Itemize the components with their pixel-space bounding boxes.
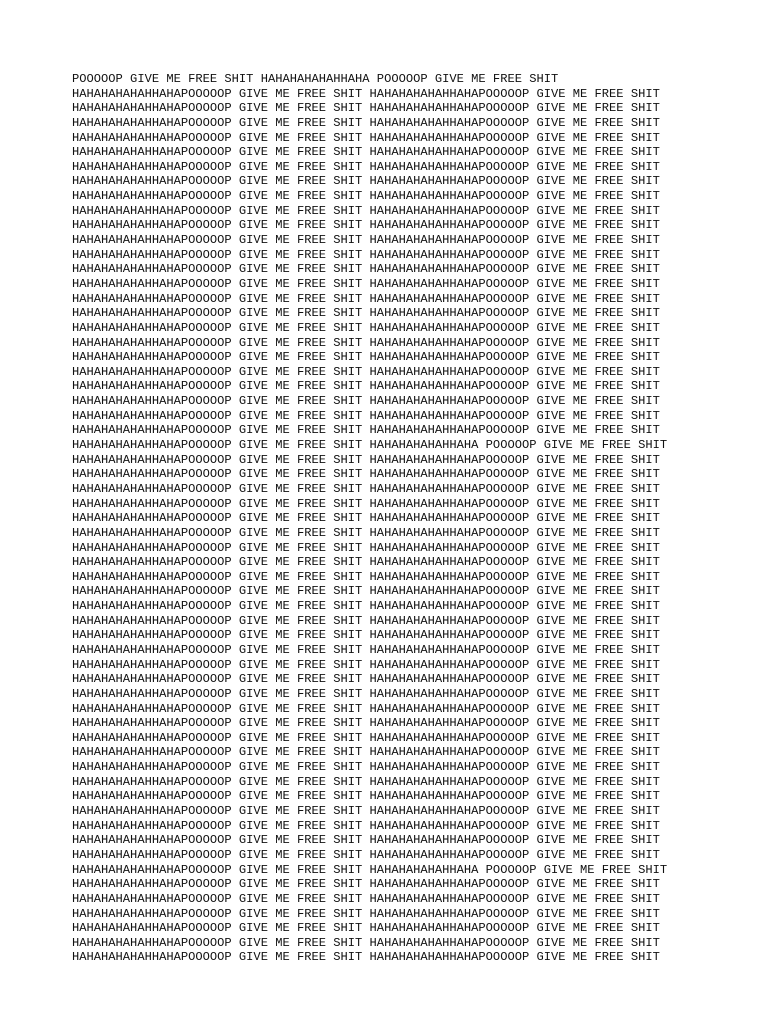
text-line: HAHAHAHAHAHHAHAPOOOOOP GIVE ME FREE SHIT HAHAHAHAHAHHAHAPOOOOOP GIVE ME FREE SHIT (72, 584, 660, 599)
text-line: HAHAHAHAHAHHAHAPOOOOOP GIVE ME FREE SHIT HAHAHAHAHAHHAHA POOOOOP GIVE ME FREE SHIT (72, 862, 668, 877)
text-line: HAHAHAHAHAHHAHAPOOOOOP GIVE ME FREE SHIT HAHAHAHAHAHHAHAPOOOOOP GIVE ME FREE SHIT (72, 847, 660, 862)
text-line: HAHAHAHAHAHHAHAPOOOOOP GIVE ME FREE SHIT HAHAHAHAHAHHAHAPOOOOOP GIVE ME FREE SHIT (72, 174, 660, 189)
text-line: HAHAHAHAHAHHAHAPOOOOOP GIVE ME FREE SHIT HAHAHAHAHAHHAHAPOOOOOP GIVE ME FREE SHIT (72, 467, 660, 482)
text-line: HAHAHAHAHAHHAHAPOOOOOP GIVE ME FREE SHIT HAHAHAHAHAHHAHAPOOOOOP GIVE ME FREE SHIT (72, 335, 660, 350)
text-line: HAHAHAHAHAHHAHAPOOOOOP GIVE ME FREE SHIT HAHAHAHAHAHHAHAPOOOOOP GIVE ME FREE SHIT (72, 540, 660, 555)
text-line: HAHAHAHAHAHHAHAPOOOOOP GIVE ME FREE SHIT HAHAHAHAHAHHAHAPOOOOOP GIVE ME FREE SHIT (72, 496, 660, 511)
text-line: HAHAHAHAHAHHAHAPOOOOOP GIVE ME FREE SHIT HAHAHAHAHAHHAHAPOOOOOP GIVE ME FREE SHIT (72, 672, 660, 687)
text-line: HAHAHAHAHAHHAHAPOOOOOP GIVE ME FREE SHIT HAHAHAHAHAHHAHAPOOOOOP GIVE ME FREE SHIT (72, 628, 660, 643)
text-line: HAHAHAHAHAHHAHAPOOOOOP GIVE ME FREE SHIT HAHAHAHAHAHHAHAPOOOOOP GIVE ME FREE SHIT (72, 145, 660, 160)
text-line: HAHAHAHAHAHHAHAPOOOOOP GIVE ME FREE SHIT HAHAHAHAHAHHAHAPOOOOOP GIVE ME FREE SHIT (72, 921, 660, 936)
text-line: HAHAHAHAHAHHAHAPOOOOOP GIVE ME FREE SHIT HAHAHAHAHAHHAHAPOOOOOP GIVE ME FREE SHIT (72, 935, 660, 950)
text-line: HAHAHAHAHAHHAHAPOOOOOP GIVE ME FREE SHIT HAHAHAHAHAHHAHAPOOOOOP GIVE ME FREE SHIT (72, 276, 660, 291)
text-line: HAHAHAHAHAHHAHAPOOOOOP GIVE ME FREE SHIT HAHAHAHAHAHHAHAPOOOOOP GIVE ME FREE SHIT (72, 804, 660, 819)
text-line: HAHAHAHAHAHHAHAPOOOOOP GIVE ME FREE SHIT HAHAHAHAHAHHAHAPOOOOOP GIVE ME FREE SHIT (72, 569, 660, 584)
text-line: HAHAHAHAHAHHAHAPOOOOOP GIVE ME FREE SHIT HAHAHAHAHAHHAHAPOOOOOP GIVE ME FREE SHIT (72, 320, 660, 335)
text-line: HAHAHAHAHAHHAHAPOOOOOP GIVE ME FREE SHIT HAHAHAHAHAHHAHAPOOOOOP GIVE ME FREE SHIT (72, 686, 660, 701)
text-line: HAHAHAHAHAHHAHAPOOOOOP GIVE ME FREE SHIT HAHAHAHAHAHHAHAPOOOOOP GIVE ME FREE SHIT (72, 950, 660, 965)
text-line: HAHAHAHAHAHHAHAPOOOOOP GIVE ME FREE SHIT HAHAHAHAHAHHAHAPOOOOOP GIVE ME FREE SHIT (72, 203, 660, 218)
text-line: HAHAHAHAHAHHAHAPOOOOOP GIVE ME FREE SHIT HAHAHAHAHAHHAHAPOOOOOP GIVE ME FREE SHIT (72, 262, 660, 277)
text-line: HAHAHAHAHAHHAHAPOOOOOP GIVE ME FREE SHIT HAHAHAHAHAHHAHAPOOOOOP GIVE ME FREE SHIT (72, 760, 660, 775)
text-line: HAHAHAHAHAHHAHAPOOOOOP GIVE ME FREE SHIT HAHAHAHAHAHHAHAPOOOOOP GIVE ME FREE SHIT (72, 247, 660, 262)
text-line: POOOOOP GIVE ME FREE SHIT HAHAHAHAHAHHAHA POOOOOP GIVE ME FREE SHIT (72, 72, 559, 86)
text-line: HAHAHAHAHAHHAHAPOOOOOP GIVE ME FREE SHIT HAHAHAHAHAHHAHAPOOOOOP GIVE ME FREE SHIT (72, 555, 660, 570)
text-line: HAHAHAHAHAHHAHAPOOOOOP GIVE ME FREE SHIT HAHAHAHAHAHHAHAPOOOOOP GIVE ME FREE SHIT (72, 774, 660, 789)
text-line: HAHAHAHAHAHHAHAPOOOOOP GIVE ME FREE SHIT HAHAHAHAHAHHAHAPOOOOOP GIVE ME FREE SHIT (72, 189, 660, 204)
text-line: HAHAHAHAHAHHAHAPOOOOOP GIVE ME FREE SHIT HAHAHAHAHAHHAHAPOOOOOP GIVE ME FREE SHIT (72, 306, 660, 321)
text-line: HAHAHAHAHAHHAHAPOOOOOP GIVE ME FREE SHIT HAHAHAHAHAHHAHAPOOOOOP GIVE ME FREE SHIT (72, 716, 660, 731)
text-line: HAHAHAHAHAHHAHAPOOOOOP GIVE ME FREE SHIT HAHAHAHAHAHHAHAPOOOOOP GIVE ME FREE SHIT (72, 613, 660, 628)
text-line: HAHAHAHAHAHHAHAPOOOOOP GIVE ME FREE SHIT HAHAHAHAHAHHAHAPOOOOOP GIVE ME FREE SHIT (72, 423, 660, 438)
text-line: HAHAHAHAHAHHAHAPOOOOOP GIVE ME FREE SHIT HAHAHAHAHAHHAHAPOOOOOP GIVE ME FREE SHIT (72, 525, 660, 540)
text-line: HAHAHAHAHAHHAHAPOOOOOP GIVE ME FREE SHIT HAHAHAHAHAHHAHAPOOOOOP GIVE ME FREE SHIT (72, 511, 660, 526)
text-line: HAHAHAHAHAHHAHAPOOOOOP GIVE ME FREE SHIT HAHAHAHAHAHHAHAPOOOOOP GIVE ME FREE SHIT (72, 877, 660, 892)
text-line: HAHAHAHAHAHHAHAPOOOOOP GIVE ME FREE SHIT HAHAHAHAHAHHAHAPOOOOOP GIVE ME FREE SHIT (72, 642, 660, 657)
text-line: HAHAHAHAHAHHAHAPOOOOOP GIVE ME FREE SHIT HAHAHAHAHAHHAHAPOOOOOP GIVE ME FREE SHIT (72, 481, 660, 496)
text-line: HAHAHAHAHAHHAHAPOOOOOP GIVE ME FREE SHIT HAHAHAHAHAHHAHAPOOOOOP GIVE ME FREE SHIT (72, 218, 660, 233)
text-line: HAHAHAHAHAHHAHAPOOOOOP GIVE ME FREE SHIT HAHAHAHAHAHHAHAPOOOOOP GIVE ME FREE SHIT (72, 86, 660, 101)
text-line: HAHAHAHAHAHHAHAPOOOOOP GIVE ME FREE SHIT HAHAHAHAHAHHAHAPOOOOOP GIVE ME FREE SHIT (72, 452, 660, 467)
text-line: HAHAHAHAHAHHAHAPOOOOOP GIVE ME FREE SHIT HAHAHAHAHAHHAHAPOOOOOP GIVE ME FREE SHIT (72, 130, 660, 145)
text-line: HAHAHAHAHAHHAHAPOOOOOP GIVE ME FREE SHIT HAHAHAHAHAHHAHAPOOOOOP GIVE ME FREE SHIT (72, 599, 660, 614)
text-line: HAHAHAHAHAHHAHAPOOOOOP GIVE ME FREE SHIT HAHAHAHAHAHHAHAPOOOOOP GIVE ME FREE SHIT (72, 115, 660, 130)
document-text-block (72, 72, 667, 965)
text-line: HAHAHAHAHAHHAHAPOOOOOP GIVE ME FREE SHIT HAHAHAHAHAHHAHAPOOOOOP GIVE ME FREE SHIT (72, 101, 660, 116)
text-line: HAHAHAHAHAHHAHAPOOOOOP GIVE ME FREE SHIT HAHAHAHAHAHHAHAPOOOOOP GIVE ME FREE SHIT (72, 833, 660, 848)
text-line: HAHAHAHAHAHHAHAPOOOOOP GIVE ME FREE SHIT HAHAHAHAHAHHAHAPOOOOOP GIVE ME FREE SHIT (72, 891, 660, 906)
text-line: HAHAHAHAHAHHAHAPOOOOOP GIVE ME FREE SHIT HAHAHAHAHAHHAHAPOOOOOP GIVE ME FREE SHIT (72, 906, 660, 921)
text-line: HAHAHAHAHAHHAHAPOOOOOP GIVE ME FREE SHIT HAHAHAHAHAHHAHAPOOOOOP GIVE ME FREE SHIT (72, 394, 660, 409)
text-line: HAHAHAHAHAHHAHAPOOOOOP GIVE ME FREE SHIT HAHAHAHAHAHHAHAPOOOOOP GIVE ME FREE SHIT (72, 730, 660, 745)
text-line: HAHAHAHAHAHHAHAPOOOOOP GIVE ME FREE SHIT HAHAHAHAHAHHAHAPOOOOOP GIVE ME FREE SHIT (72, 789, 660, 804)
text-line: HAHAHAHAHAHHAHAPOOOOOP GIVE ME FREE SHIT HAHAHAHAHAHHAHAPOOOOOP GIVE ME FREE SHIT (72, 745, 660, 760)
text-line: HAHAHAHAHAHHAHAPOOOOOP GIVE ME FREE SHIT HAHAHAHAHAHHAHAPOOOOOP GIVE ME FREE SHIT (72, 364, 660, 379)
text-line: HAHAHAHAHAHHAHAPOOOOOP GIVE ME FREE SHIT HAHAHAHAHAHHAHAPOOOOOP GIVE ME FREE SHIT (72, 350, 660, 365)
text-line: HAHAHAHAHAHHAHAPOOOOOP GIVE ME FREE SHIT HAHAHAHAHAHHAHAPOOOOOP GIVE ME FREE SHIT (72, 291, 660, 306)
text-line: HAHAHAHAHAHHAHAPOOOOOP GIVE ME FREE SHIT HAHAHAHAHAHHAHAPOOOOOP GIVE ME FREE SHIT (72, 408, 660, 423)
text-line: HAHAHAHAHAHHAHAPOOOOOP GIVE ME FREE SHIT HAHAHAHAHAHHAHAPOOOOOP GIVE ME FREE SHIT (72, 379, 660, 394)
text-line: HAHAHAHAHAHHAHAPOOOOOP GIVE ME FREE SHIT HAHAHAHAHAHHAHAPOOOOOP GIVE ME FREE SHIT (72, 701, 660, 716)
text-line: HAHAHAHAHAHHAHAPOOOOOP GIVE ME FREE SHIT HAHAHAHAHAHHAHAPOOOOOP GIVE ME FREE SHIT (72, 657, 660, 672)
text-line: HAHAHAHAHAHHAHAPOOOOOP GIVE ME FREE SHIT HAHAHAHAHAHHAHAPOOOOOP GIVE ME FREE SHIT (72, 159, 660, 174)
text-line: HAHAHAHAHAHHAHAPOOOOOP GIVE ME FREE SHIT HAHAHAHAHAHHAHAPOOOOOP GIVE ME FREE SHIT (72, 233, 660, 248)
text-line: HAHAHAHAHAHHAHAPOOOOOP GIVE ME FREE SHIT HAHAHAHAHAHHAHAPOOOOOP GIVE ME FREE SHIT (72, 818, 660, 833)
text-line: HAHAHAHAHAHHAHAPOOOOOP GIVE ME FREE SHIT HAHAHAHAHAHHAHA POOOOOP GIVE ME FREE SHIT (72, 438, 668, 453)
